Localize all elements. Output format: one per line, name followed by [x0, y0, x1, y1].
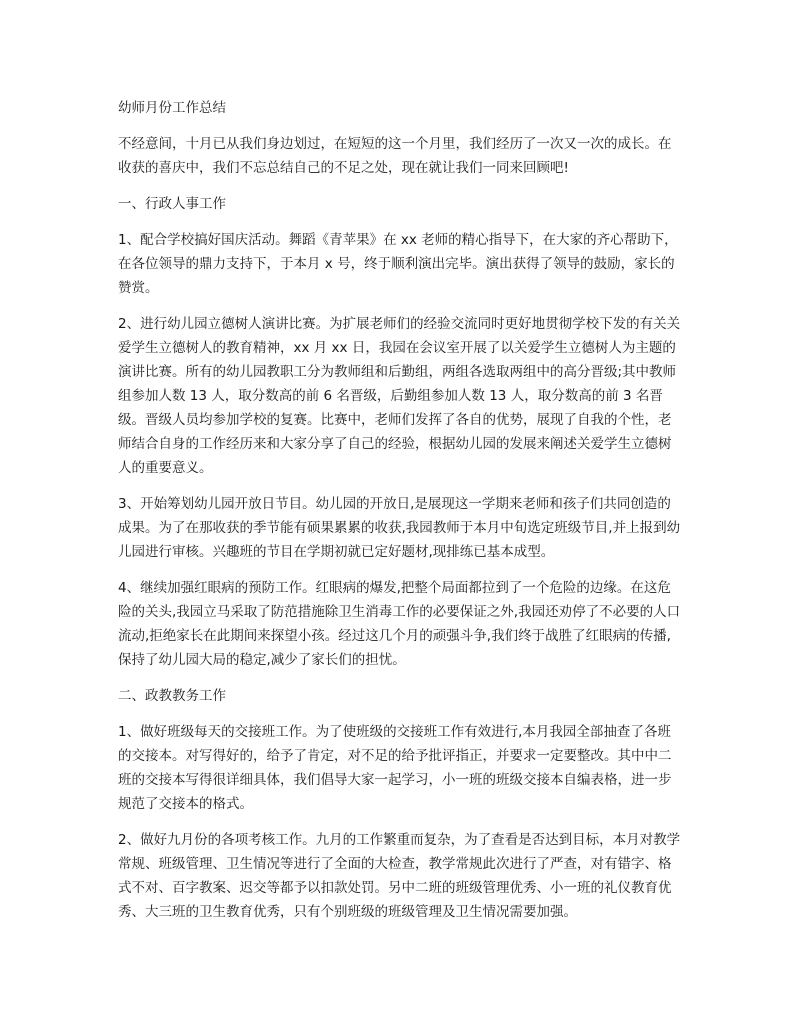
paragraph: 2、做好九月份的各项考核工作。九月的工作繁重而复杂，为了查看是否达到目标，本月对教学常规、班级管理、卫生情况等进行了全面的大检查，教学常规此次进行了严查，对有错字、格式不对、百字教案、迟交等都予以扣款处罚。另中二班的班级管理优秀、小一班的礼仪教育优秀、大三班的卫生教育优秀，只有个别班级的班级管理及卫生情况需要加强。 — [118, 832, 681, 920]
section-heading: 二、政教教务工作 — [118, 688, 226, 704]
intro-paragraph: 不经意间，十月已从我们身边划过，在短短的这一个月里，我们经历了一次又一次的成长。在收获的喜庆中，我们不忘总结自己的不足之处，现在就让我们一同来回顾吧! — [118, 136, 672, 176]
paragraph: 3、开始筹划幼儿园开放日节目。幼儿园的开放日,是展现这一学期来老师和孩子们共同创造的成果。为了在那收获的季节能有硕果累累的收获,我园教师于本月中旬选定班级节目,并上报到幼儿园进行审核。兴趣班的节目在学期初就已定好题材,现排练已基本成型。 — [118, 496, 681, 560]
paragraph: 1、配合学校搞好国庆活动。舞蹈《青苹果》在 xx 老师的精心指导下，在大家的齐心帮助下，在各位领导的鼎力支持下，于本月 x 号，终于顺利演出完毕。演出获得了领导的鼓励，家长的赞赏。 — [118, 232, 678, 296]
paragraph: 2、进行幼儿园立德树人演讲比赛。为扩展老师们的经验交流同时更好地贯彻学校下发的有关关爱学生立德树人的教育精神，xx 月 xx 日，我园在会议室开展了以关爱学生立德树人为主题的演讲比赛。所有的幼儿园教职工分为教师组和后勤组，两组各选取两组中的高分晋级;其中教师组参加人数 13 人，取分数高的前 6 名晋级，后勤组参加人数 13 人，取分数高的前 3 名晋级。晋级人员均参加学校的复赛。比赛中，老师们发挥了各自的优势，展现了自我的个性，老师结合自身的工作经历来和大家分享了自己的经验，根据幼儿园的发展来阐述关爱学生立德树人的重要意义。 — [118, 316, 681, 476]
section-teaching-affairs — [118, 684, 684, 924]
paragraph: 1、做好班级每天的交接班工作。为了使班级的交接班工作有效进行,本月我园全部抽查了各班的交接本。对写得好的，给予了肯定，对不足的给予批评指正，并要求一定要整改。其中中二班的交接本写得很详细具体，我们倡导大家一起学习，小一班的班级交接本自编表格，进一步规范了交接本的格式。 — [118, 724, 672, 812]
paragraph: 4、继续加强红眼病的预防工作。红眼病的爆发,把整个局面都拉到了一个危险的边缘。在这危险的关头,我园立马采取了防范措施除卫生消毒工作的必要保证之外,我园还劝停了不必要的人口流动,拒绝家长在此期间来探望小孩。经过这几个月的顽强斗争,我们终于战胜了红眼病的传播,保持了幼儿园大局的稳定,减少了家长们的担忧。 — [118, 580, 681, 668]
document-title: 幼师月份工作总结 — [118, 100, 226, 116]
section-administration — [118, 192, 684, 672]
document-body — [118, 96, 684, 936]
section-heading: 一、行政人事工作 — [118, 196, 226, 212]
